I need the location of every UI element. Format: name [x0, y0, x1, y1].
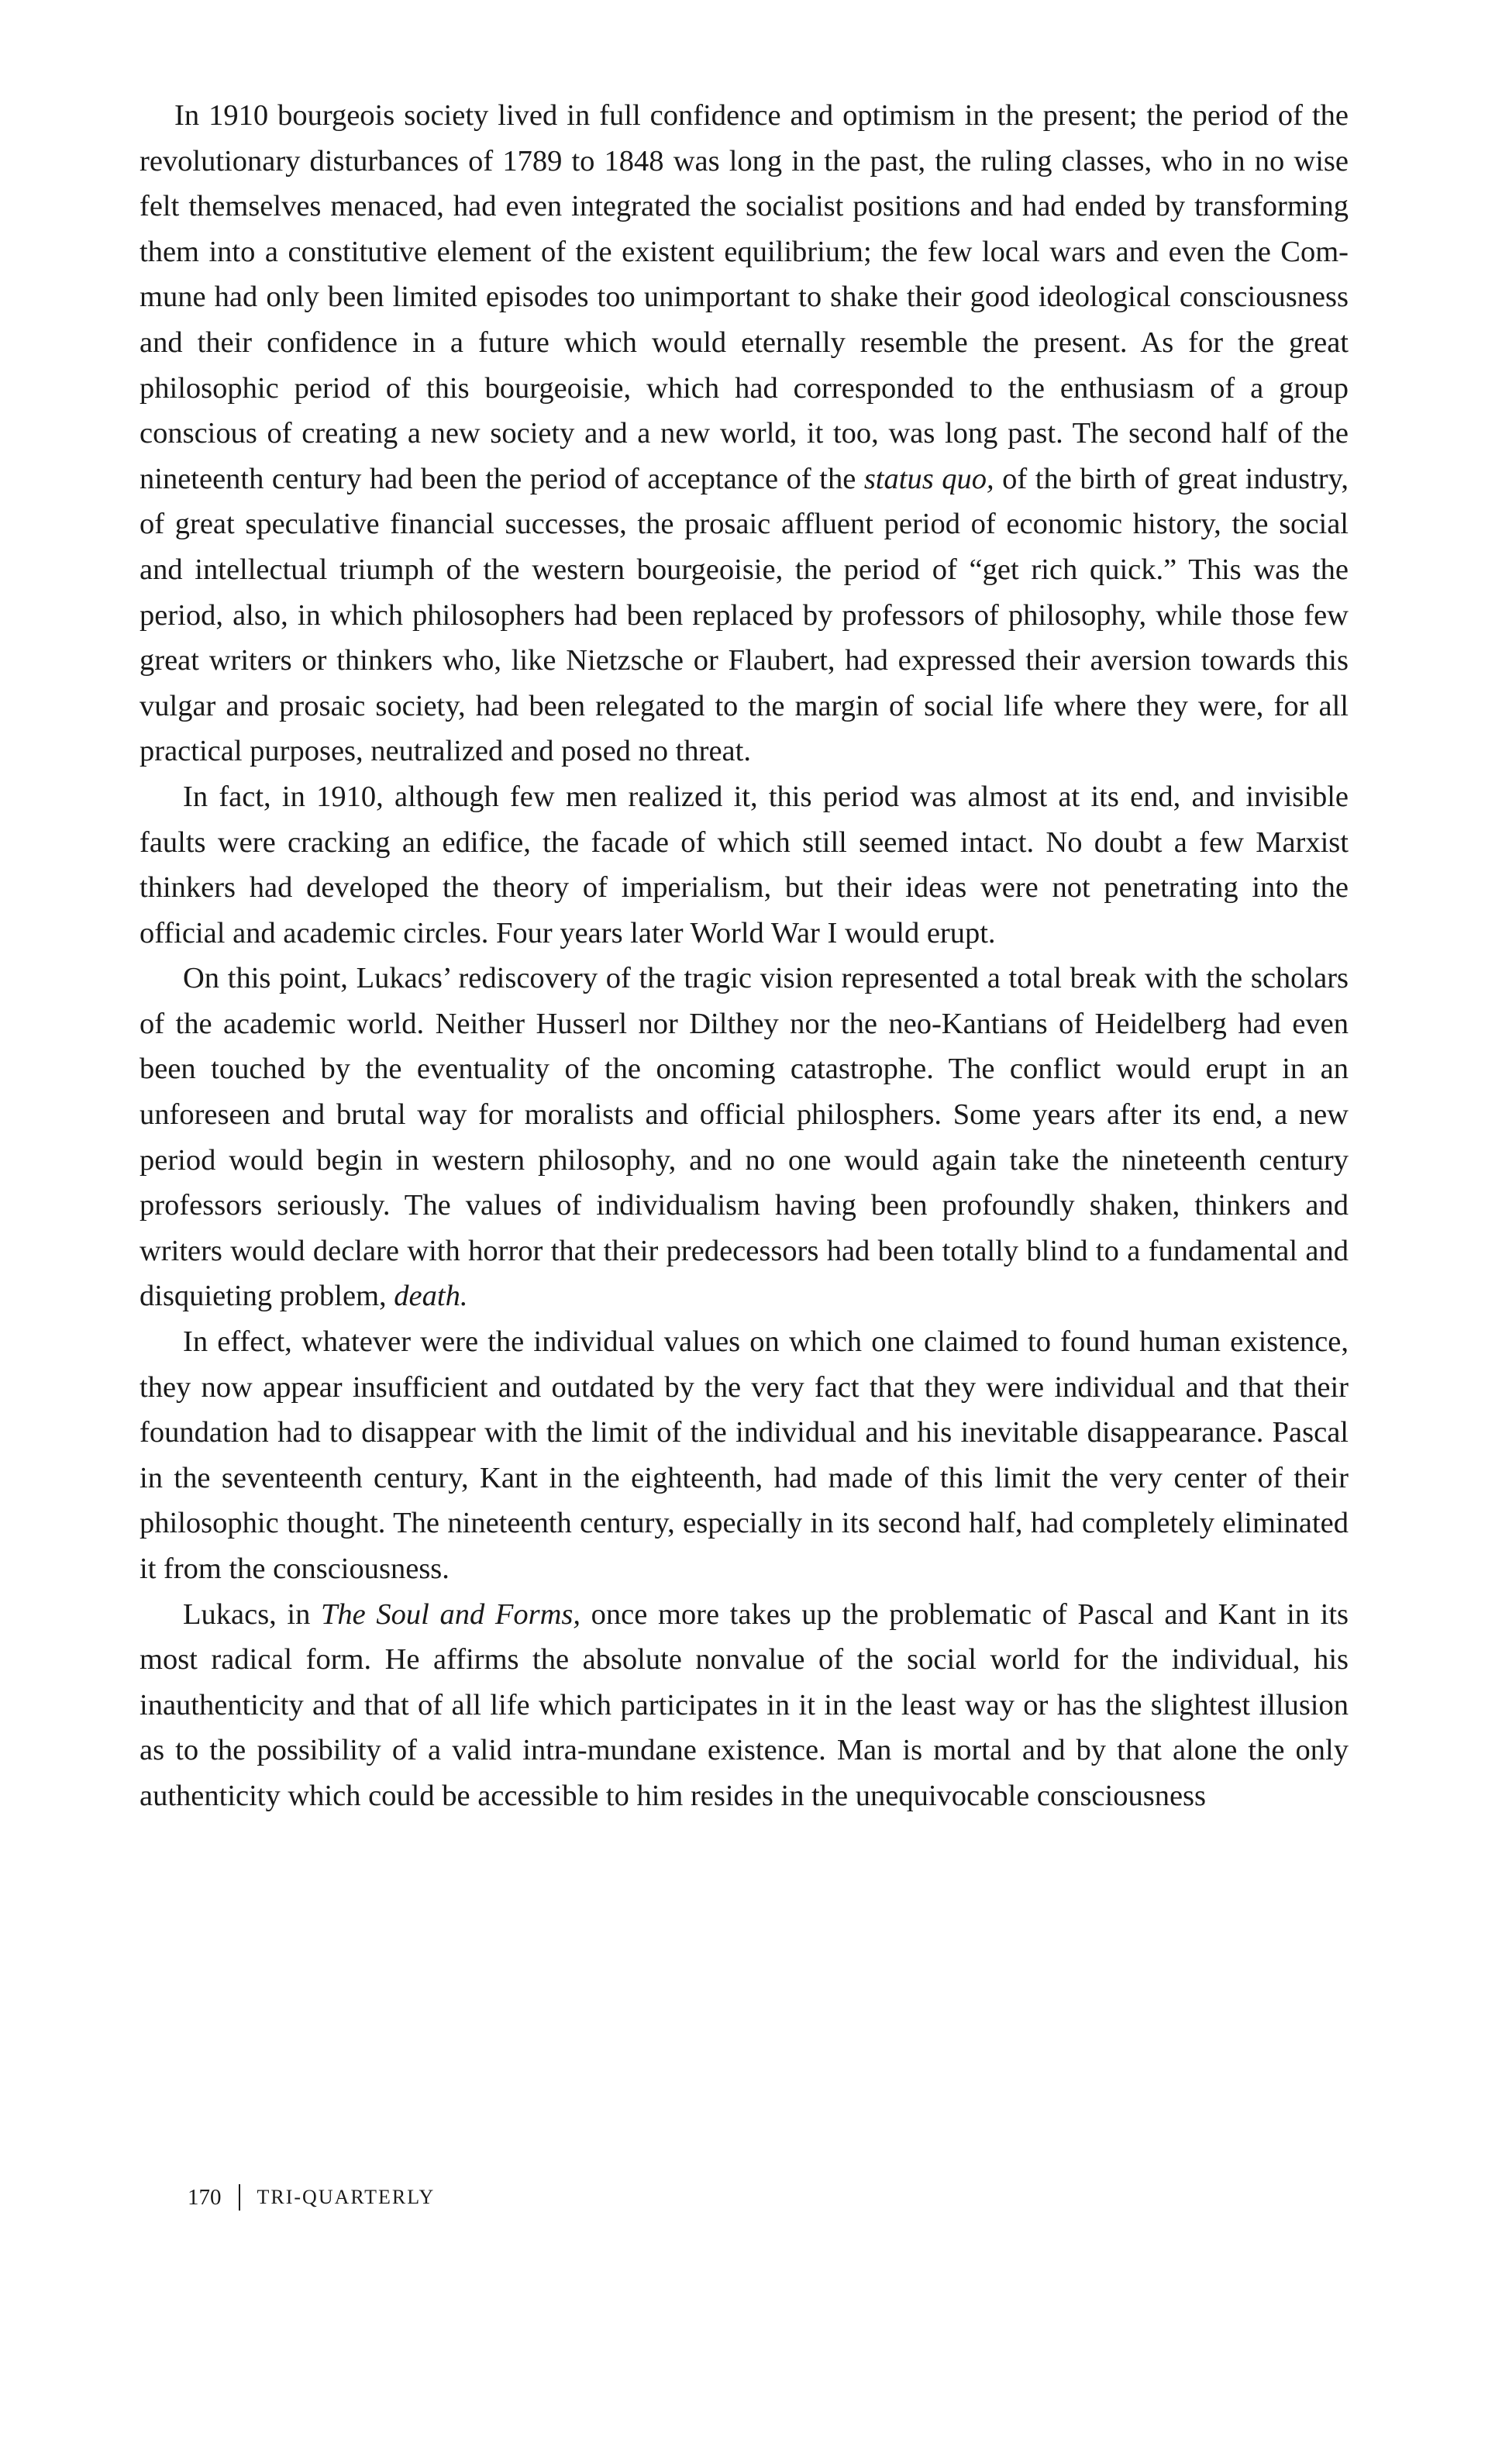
- text-run: Lukacs, in: [183, 1597, 322, 1631]
- page-footer: [188, 2184, 435, 2211]
- page-number: 170: [188, 2184, 222, 2210]
- paragraph-list: [140, 93, 1349, 1819]
- italic-text: The Soul and Forms,: [321, 1597, 581, 1631]
- text-run: once more takes up the problematic of Pascal and Kant in its most radical form. He affirms the absolute nonvalue of the social world for the individual, his inauthenticity and that of all life which participates in it in the least way or has the slightest illusion as to the possibility of a valid intra-mundane existence. Man is mortal and by that alone the only authenticity which could be accessible to him resides in the unequivocable consciousness: [140, 1597, 1349, 1812]
- italic-text: death.: [394, 1280, 468, 1313]
- paragraph: [140, 774, 1349, 956]
- paragraph: [140, 956, 1349, 1319]
- text-run: In 1910 bourgeois society lived in full confidence and optimism in the present; the period of the revolutionary disturbances of 1789 to 1848 was long in the past, the ruling classes, who in no wise felt themselves menaced, had even integrated the socialist positions and had ended by transforming them into a constitutive element of the existent equilibrium; the few local wars and even the Commune had only been limited episodes too unimportant to shake their good ideological consciousness and their confidence in a future which would eternally resemble the present. As for the great philosophic period of this bourgeoisie, which had corresponded to the enthusiasm of a group conscious of creating a new society and a new world, it too, was long past. The second half of the nineteenth century had been the period of acceptance of the: [140, 99, 1349, 495]
- text-run: of the birth of great industry, of great speculative financial successes, the prosaic affluent period of economic history, the social and intellectual triumph of the western bourgeoisie, the period of “get rich quick.” This was the period, also, in which philosophers had been replaced by professors of philosophy, while those few great writers or thinkers who, like Nietzsche or Flaubert, had expressed their aversion towards this vulgar and prosaic society, had been relegated to the margin of social life where they were, for all practical purposes, neutralized and posed no threat.: [140, 462, 1349, 768]
- italic-text: status quo,: [863, 462, 994, 495]
- footer-divider: [239, 2184, 240, 2211]
- text-run: On this point, Lukacs’ rediscovery of the tragic vision represented a total break with the scholars of the academic world. Neither Husserl nor Dilthey nor the neo-Kantians of Heidelberg had even been touched by the eventuality of the oncoming catastrophe. The conflict would erupt in an unforeseen and brutal way for moralists and official philosphers. Some years after its end, a new period would begin in western philosophy, and no one would again take the nineteenth century professors seriously. The values of individualism having been profoundly shaken, thinkers and writers would declare with horror that their predecessors had been totally blind to a fundamental and disquieting problem,: [140, 962, 1349, 1313]
- text-run: In effect, whatever were the individual values on which one claimed to found human existence, they now appear insufficient and outdated by the very fact that they were individual and that their foundation had to disappear with the limit of the individual and his inevitable disappearance. Pascal in the seventeenth century, Kant in the eighteenth, had made of this limit the very center of their philosophic thought. The nineteenth century, especially in its second half, had completely eliminated it from the consciousness.: [140, 1325, 1349, 1585]
- journal-name: TRI-QUARTERLY: [257, 2186, 436, 2208]
- article-body: [140, 93, 1349, 1819]
- paragraph: [140, 1592, 1349, 1819]
- text-run: In fact, in 1910, although few men realized it, this period was almost at its end, and invisible faults were cracking an edifice, the facade of which still seemed intact. No doubt a few Marxist thinkers had developed the theory of imperialism, but their ideas were not penetrating into the official and academic circles. Four years later World War I would erupt.: [140, 780, 1349, 949]
- paragraph: [140, 93, 1349, 774]
- paragraph: [140, 1319, 1349, 1592]
